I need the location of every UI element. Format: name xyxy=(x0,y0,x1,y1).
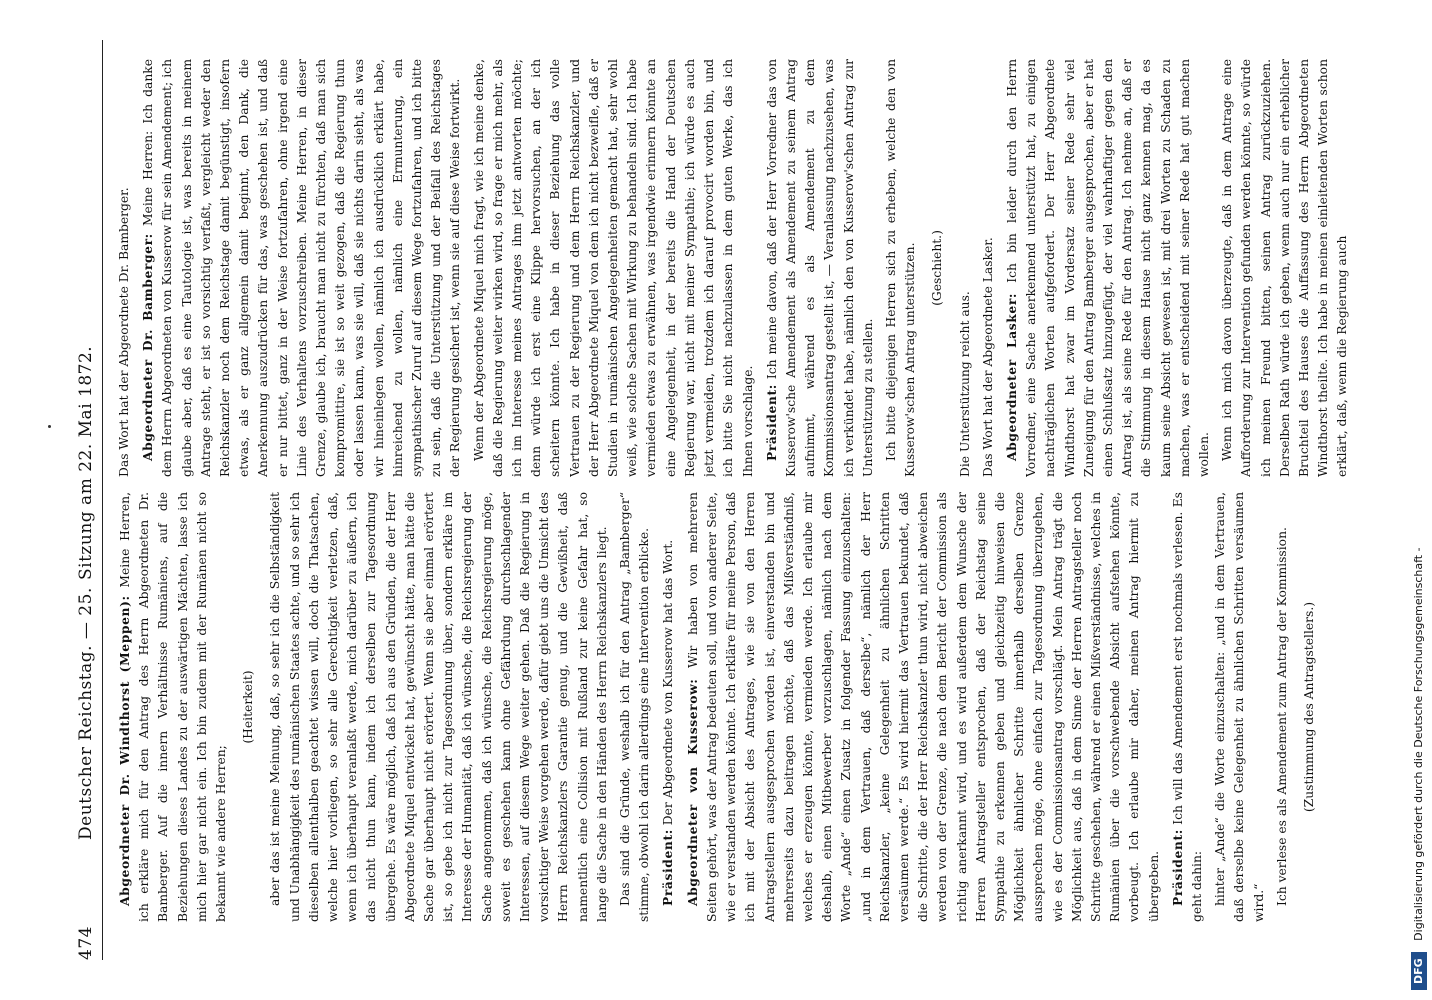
journal-title: Deutscher Reichstag. — 25. xyxy=(76,587,96,840)
paragraph: Das sind die Gründe, weshalb ich für den Antrag „Bamberger“ stimme, obwohl ich darin allerdings eine Intervention erblicke. xyxy=(618,492,652,922)
page-number: 474 xyxy=(76,926,96,960)
paragraph: Ich verlese es als Amendement zum Antrag der Kommission. xyxy=(1274,527,1289,906)
paragraph: aber das ist meine Meinung, daß, so sehr ich die Selbständigkeit und Unabhängigkeit des rumänischen Staates achte, und so sehr ich dieselben allenthalben geachtet wissen will, doch die Thatsachen, welche hier vorliegen, so sehr alle Gerechtigkeit verletzen, daß, wenn ich überhaupt veranlaßt werde, mich darüber zu äußern, ich das nicht thun kann, indem ich derselben zur Tagesordnung übergehe. Es wäre möglich, daß ich aus den Gründen, die der Herr Abgeordnete Miquel entwickelt hat, gewünscht hätte, man hätte die Sache gar überhaupt nicht erörtert. Wenn sie aber einmal erörtert ist, so gebe ich nicht zur Tagesordnung über, sondern erkläre im Interesse der Humanität, daß ich wünsche, die Reichsregierung der Sache angenommen, daß ich wünsche, die Reichsregierung möge, soweit es geschehen kann ohne Gefährdung durchschlagender Interessen, auf diesem Wege weiter gehen. Daß die Regierung in vorsichtiger Weise vorgehen werde, dafür giebt uns die Umsicht des Herrn Reichskanzlers Garantie genug, und die Gewißheit, daß namentlich eine Collision mit Rußland zur keine Gefahr hat, so lange die Sache in den Händen des Herrn Reichskanzlers liegt. xyxy=(268,492,609,922)
paragraph: Wenn der Abgeordnete Miquel mich fragt, wie ich meine denke, daß die Regierung weiter wirken wird, so frage er mich mehr, als ich im Interesse meines Antrages ihm jetzt antworten möchte; denn würde ich erst eine Klippe hervorsuchen, an der ich scheitern könnte. Ich habe in dieser Beziehung das volle Vertrauen zu der Regierung und dem Herrn Reichskanzler, und der Herr Abgeordnete Miquel von dem ich nicht bezweifle, daß er Studien in rumänischen Angelegenheiten gemacht hat, sehr wohl weiß, wie solche Sachen mit Wirkung zu behandeln sind. Ich habe vermieden etwas zu erwähnen, was irgendwie erinnern könnte an eine Angelegenheit, in der bereits die Hand der Deutschen Regierung war, nicht mit meiner Sympathie; ich würde es auch jetzt vermeiden, trotzdem ich darauf provocirt worden bin, und ich bitte Sie nicht nachzulassen in dem guten Werke, das ich Ihnen vorschlage. xyxy=(471,59,755,477)
speech-paragraph xyxy=(762,59,878,477)
page-header xyxy=(70,40,102,960)
digitization-footer xyxy=(1406,0,1432,1000)
speaker-name: Präsident: xyxy=(763,384,779,461)
stage-direction: (Heiterkeit) xyxy=(241,670,256,744)
header-rule xyxy=(102,40,103,960)
paragraph: hinter „Ande“ die Worte einzuschalten: „und in dem Vertrauen, daß derselbe keine Gelegenheit zu ähnlichen Schritten versäumen wird.“ xyxy=(1213,492,1266,922)
speech-text: Der Abgeordnete von Kusserow hat das Wort. xyxy=(661,539,676,826)
paragraph: Die Unterstützung reicht aus. xyxy=(957,291,972,477)
paragraph: Ich bitte diejenigen Herren sich zu erheben, welche den von Kusserow'schen Antrag unterstützen. xyxy=(883,59,918,477)
speech-text: Ich meine davon, daß der Herr Vorredner das von Kusserow'sche Amendement als Amendement zu seinem Antrag aufnimmt, während es als Amendement zu dem Kommissionsantrag gestellt ist, — Veranlassung nachzusehen, was ich verkündet habe, nämlich den von Kusserow'schen Antrag zur Unterstützung zu stellen. xyxy=(764,59,875,477)
stage-direction: (Geschieht.) xyxy=(930,230,945,306)
left-column xyxy=(115,492,1392,922)
speech-text: Meine Herren, ich erkläre mich für den Antrag des Herrn Abgeordneten Dr. Bamberger. Auf die innern Verhältnisse Rumäniens, auf die Beziehungen dieses Landes zu der auswärtigen Mächten, lasse ich mich hier gar nicht ein. Ich bin zudem mit der Rumänen nicht so bekannt wie andere Herren; xyxy=(118,492,229,922)
right-column xyxy=(115,59,1392,477)
speaker-name: Abgeordneter Dr. Windthorst (Meppen): xyxy=(117,595,132,906)
stage-direction: (Zustimmung des Antragstellers.) xyxy=(1301,601,1316,813)
speaker-name: Präsident: xyxy=(660,829,676,906)
speech-paragraph xyxy=(658,492,678,922)
digitization-note: Digitalisierung gefördert durch die Deutsche Forschungsgemeinschaft - xyxy=(1412,547,1425,941)
dfg-badge: DFG xyxy=(1411,952,1427,990)
speaker-name: Abgeordneter Dr. Bamberger: xyxy=(140,233,156,461)
speaker-name: Abgeordneter von Kusserow: xyxy=(684,678,700,906)
speech-text: Ich will das Amendement erst nochmals verlesen. Es geht dahin: xyxy=(1170,492,1204,922)
paragraph: Das Wort hat der Abgeordnete Lasker. xyxy=(980,237,995,477)
speech-paragraph xyxy=(115,492,231,922)
speech-paragraph xyxy=(683,492,1164,922)
speech-text: Ich bin leider durch den Herrn Vorredner, eine Sache anerkennend unterstützt hat, zu einigen nachträglichen Worten aufgefordert. Der Herr Abgeordnete Windthorst hat zwar im Vordersatz seiner Rede sehr viel Zuneigung für den Antrag Bamberger ausgesprochen, aber er hat einen Schlußsatz hinzugefügt, der viel wahrhaftiger gegen den Antrag ist, als seine Rede für den Antrag. Ich nehme an, daß er die Stimmung in diesem Hause nicht ganz kennen mag, da es kaum seine Absicht gewesen ist, mit drei Worten zu Schaden zu machen, was er entscheidend mit seiner Rede hat gut machen wollen. xyxy=(1004,59,1211,477)
speech-paragraph xyxy=(1002,59,1214,477)
speech-text: Wir haben von mehreren Seiten gehört, was der Antrag bedeuten soll, und von anderer Seite, wie er verstanden werden könnte. Ich erkläre für meine Person, daß ich mit der Absicht des Antrages, wie sie von den Herren Antragstellern ausgesprochen worden ist, einverstanden bin und mehrerseits dazu beitragen möchte, daß das Mißverständniß, welches er erzeugen könnte, vermieden werde. Ich erlaube mir deshalb, einen Mitbewerber vorzuschlagen, nämlich nach dem Worte „Ande“ einen Zusatz in folgender Fassung einzuschalten: „und in dem Vertrauen, daß derselbe“, nämlich der Herr Reichskanzler, „keine Gelegenheit zu ähnlichen Schritten versäumen werde.“ Es wird hiermit das Vertrauen bekundet, daß die Schritte, die der Herr Reichskanzler thun wird, nicht abweichen werden von der Grenze, die nach dem Bericht der Commission als richtig anerkannt wird, und es wird außerdem dem Wunsche der Herren Antragsteller entsprochen, daß der Reichstag seine Sympathie zu erkennen geben und gleichzeitig hinweisen die Möglichkeit ähnlicher Schritte innerhalb derselben Grenze aussprechen möge, ohne einfach zur Tagesordnung überzugehen, wie es der Commissionsantrag vorschlägt. Mein Antrag trägt die Möglichkeit aus, daß in dem Sinne der Herren Antragsteller noch Schritte geschehen, während er einen Mißverständnisse, welches in Rumänien über die vorschwebende Absicht aufstehen könnte, vorbeugt. Ich erlaube mir daher, meinen Antrag hiermit zu übergeben. xyxy=(685,492,1161,922)
speech-paragraph xyxy=(1168,492,1207,922)
session-date: Sitzung am 22. Mai 1872. xyxy=(76,345,96,580)
speaker-name: Abgeordneter Lasker: xyxy=(1003,292,1019,461)
paragraph: Das Wort hat der Abgeordnete Dr. Bamberger. xyxy=(117,187,131,477)
paragraph: Wenn ich mich davon überzeugte, daß in dem Antrage eine Aufforderung zur Intervention gefunden werden könnte, so würde ich meinen Freund bitten, seinen Antrag zurückzuziehen. Derselben Rath würde ich geben, wenn auch nur ein erheblicher Bruchteil des Hauses die Auffassung des Herrn Abgeordneten Windthorst theilte. Ich habe in meinen einleitenden Worten schon erklärt, daß, wenn die Regierung auch xyxy=(1220,59,1350,477)
scan-speck xyxy=(48,425,51,428)
speech-paragraph xyxy=(138,59,465,477)
speaker-name: Präsident: xyxy=(1169,829,1185,906)
speech-text: Meine Herren: Ich danke dem Herrn Abgeordneten von Kusserow für sein Amendement; ich glaube aber, daß es eine Tautologie ist, was bereits in meinem Antrage steht, er ist so vorsichtig verfaßt, vergleicht weder den Reichskanzler noch dem Reichstage damit begünstigt, insofern etwas, als er ganz allgemein damit beginnt, den Dank, die Anerkennung auszudrücken für das, was geschehen ist, und daß er nur bittet, ganz in der Weise fortzufahren, ohne irgend eine Linie des Verhaltens vorzuschreiben. Meine Herren, in dieser Grenze, glaube ich, braucht man nicht zu fürchten, daß man sich kompromittire, sie ist so weit gezogen, daß die Regierung thun oder lassen kann, was sie will, daß sie nichts darin sieht, als was wir hineinlegen wollen, nämlich ich ausdrücklich erklärt habe, hinreichend zu wollen, nämlich eine Ermunterung, ein sympathischer Zuruf auf diesem Wege fortzufahren, und ich bitte zu sein, daß die Unterstützung und der Beifall des Reichstages der Regierung gesichert ist, wenn sie auf diese Weise fortwirkt. xyxy=(141,59,463,477)
